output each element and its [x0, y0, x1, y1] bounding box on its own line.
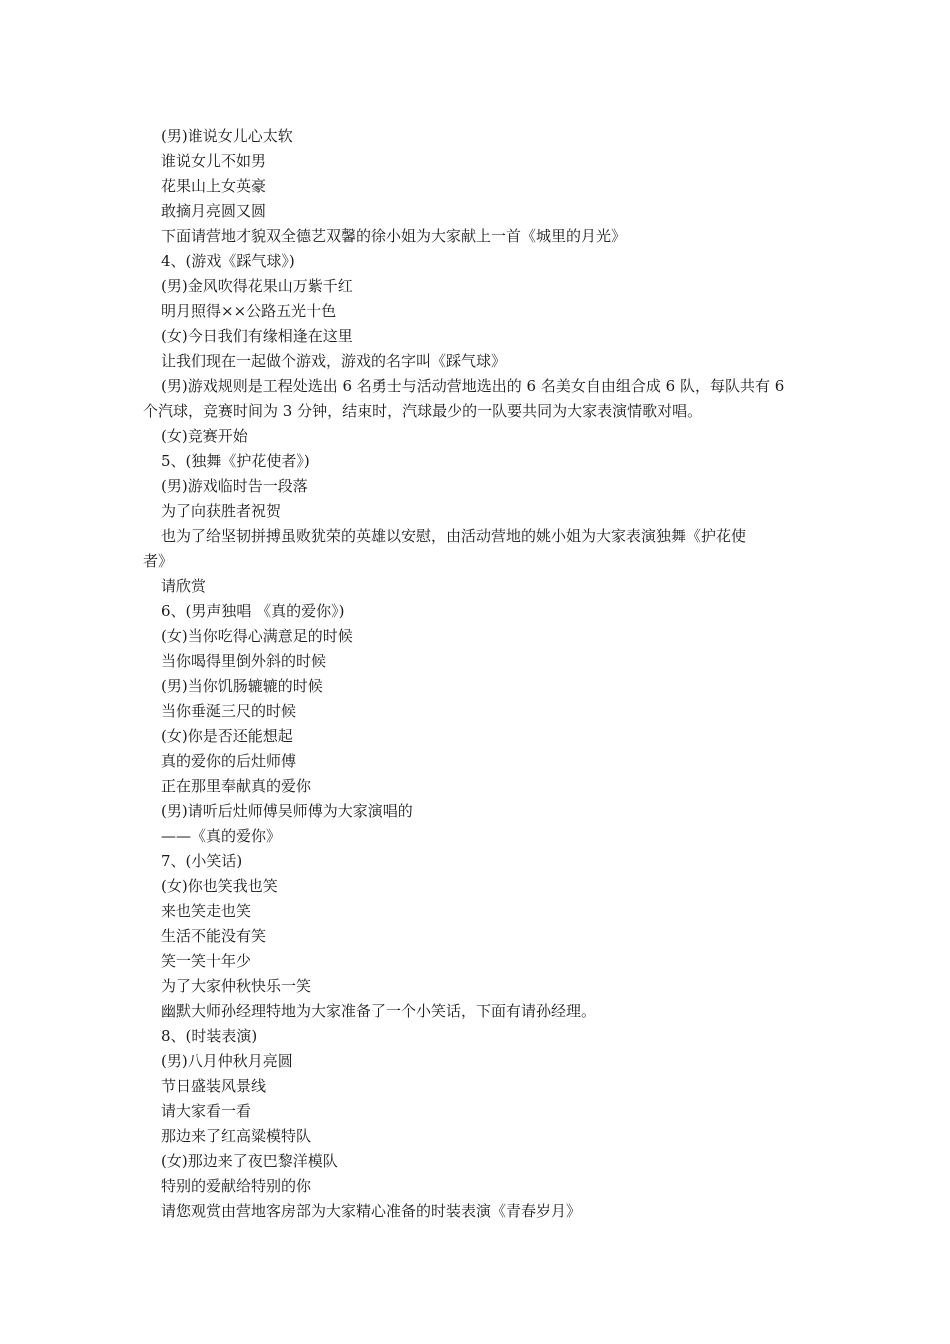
text-line: 明月照得××公路五光十色 — [161, 302, 337, 320]
text-line: ——《真的爱你》 — [161, 827, 282, 845]
text-line: 5、(独舞《护花使者》) — [161, 452, 310, 470]
text-line: 请欣赏 — [161, 577, 207, 595]
text-line: 为了向获胜者祝贺 — [161, 502, 282, 520]
text-line: 下面请营地才貌双全德艺双馨的徐小姐为大家献上一首《城里的月光》 — [161, 227, 627, 245]
text-line: 也为了给坚韧拼搏虽败犹荣的英雄以安慰，由活动营地的姚小姐为大家表演独舞《护花使 — [161, 527, 747, 545]
text-line: (男)八月仲秋月亮圆 — [161, 1052, 293, 1070]
text-line: (女)当你吃得心满意足的时候 — [161, 627, 353, 645]
text-line: 者》 — [143, 552, 174, 570]
text-line: 真的爱你的后灶师傅 — [161, 752, 297, 770]
text-line: 7、(小笑话) — [161, 852, 243, 870]
text-line: (女)那边来了夜巴黎洋模队 — [161, 1152, 338, 1170]
text-line: (男)游戏规则是工程处选出 6 名勇士与活动营地选出的 6 名美女自由组合成 6 队，每队共有 6 — [161, 377, 785, 395]
text-line: 为了大家仲秋快乐一笑 — [161, 977, 312, 995]
text-line: (男)金风吹得花果山万紫千红 — [161, 277, 353, 295]
text-line: 谁说女儿不如男 — [161, 152, 267, 170]
text-line: 特别的爱献给特别的你 — [161, 1177, 312, 1195]
text-line: 来也笑走也笑 — [161, 902, 252, 920]
text-line: (女)竞赛开始 — [161, 427, 248, 445]
text-line: (女)今日我们有缘相逢在这里 — [161, 327, 353, 345]
text-line: 幽默大师孙经理特地为大家准备了一个小笑话，下面有请孙经理。 — [161, 1002, 597, 1020]
document-body — [143, 124, 813, 1224]
text-line: 节日盛装风景线 — [161, 1077, 267, 1095]
text-line: 4、(游戏《踩气球》) — [161, 252, 295, 270]
text-line: 正在那里奉献真的爱你 — [161, 777, 312, 795]
text-line: (女)你是否还能想起 — [161, 727, 293, 745]
text-line: 生活不能没有笑 — [161, 927, 267, 945]
text-line: 请您观赏由营地客房部为大家精心准备的时装表演《青春岁月》 — [161, 1202, 582, 1220]
text-line: 当你垂涎三尺的时候 — [161, 702, 297, 720]
text-line: 请大家看一看 — [161, 1102, 252, 1120]
text-line: 花果山上女英豪 — [161, 177, 267, 195]
text-line: 当你喝得里倒外斜的时候 — [161, 652, 327, 670]
text-line: (男)当你饥肠辘辘的时候 — [161, 677, 323, 695]
text-line: 个汽球，竞赛时间为 3 分钟，结束时，汽球最少的一队要共同为大家表演情歌对唱。 — [143, 402, 703, 420]
text-line: 8、(时装表演) — [161, 1027, 258, 1045]
text-line: (男)请听后灶师傅吴师傅为大家演唱的 — [161, 802, 413, 820]
text-line: 6、(男声独唱 《真的爱你》) — [161, 602, 345, 620]
text-line: 那边来了红高粱模特队 — [161, 1127, 312, 1145]
text-line: (男)谁说女儿心太软 — [161, 127, 293, 145]
text-line: (女)你也笑我也笑 — [161, 877, 278, 895]
text-line: 让我们现在一起做个游戏，游戏的名字叫《踩气球》 — [161, 352, 507, 370]
text-line: 笑一笑十年少 — [161, 952, 252, 970]
text-line: 敢摘月亮圆又圆 — [161, 202, 267, 220]
text-line: (男)游戏临时告一段落 — [161, 477, 308, 495]
